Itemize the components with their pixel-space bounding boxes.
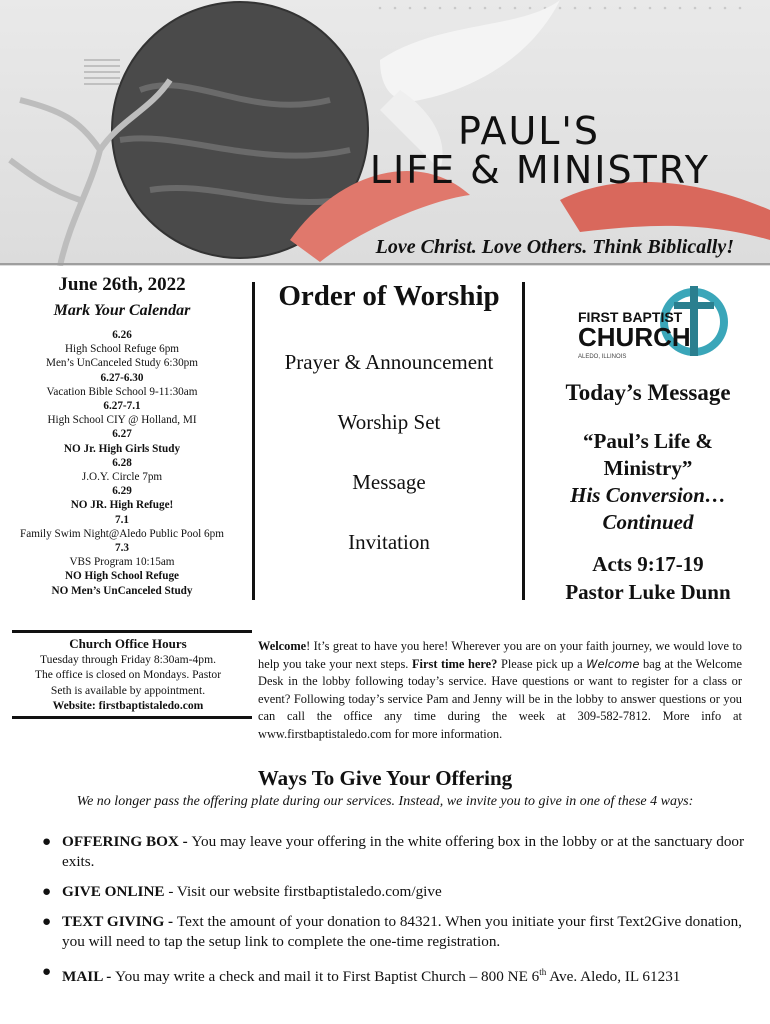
list-item: ● MAIL - You may write a check and mail it to First Baptist Church – 800 NE 6th Ave. Aledo, IL 61231	[42, 963, 681, 986]
sermon-title-line1: “Paul’s Life &	[583, 429, 713, 453]
bulletin-date: June 26th, 2022	[58, 274, 186, 295]
office-hours-heading: Church Office Hours	[69, 636, 187, 651]
list-item: ● OFFERING BOX - You may leave your offering in the white offering box in the lobby or at the sanctuary door exits.	[42, 833, 745, 870]
banner-title	[369, 109, 710, 192]
list-item: ● TEXT GIVING - Text the amount of your donation to 84321. When you initiate your first Text2Give donation, you will need to tap the setup link to complete the one-time registration.	[42, 913, 742, 950]
calendar-line: 6.27-6.30	[100, 371, 144, 384]
office-top-rule	[12, 630, 252, 633]
worship-item: Message	[352, 470, 426, 494]
office-hours-line3: Seth is available by appointment.	[50, 683, 206, 697]
calendar-line: J.O.Y. Circle 7pm	[81, 471, 163, 484]
sermon-subtitle-line1: His Conversion…	[570, 483, 726, 507]
cross-icon	[690, 286, 698, 356]
worship-title: Order of Worship	[278, 280, 500, 312]
calendar-line: 6.27-7.1	[103, 400, 141, 413]
banner-title-line2: LIFE & MINISTRY	[369, 147, 710, 192]
bullet-icon: ●	[42, 883, 52, 900]
calendar-line: Family Swim Night@Aledo Public Pool 6pm	[20, 527, 224, 540]
calendar-line: 7.3	[115, 542, 129, 555]
logo-text-line3: ALEDO, ILLINOIS	[578, 354, 627, 360]
calendar-line: High School Refuge 6pm	[64, 343, 180, 356]
sermon-title	[534, 428, 762, 536]
worship-item: Invitation	[348, 530, 430, 554]
first-time-label: First time here?	[411, 656, 498, 671]
office-hours-line1: Tuesday through Friday 8:30am-4pm.	[39, 653, 217, 667]
list-item: ● GIVE ONLINE - Visit our website firstbaptistaledo.com/give	[42, 883, 442, 900]
scripture-and-pastor	[534, 550, 762, 606]
scripture-reference: Acts 9:17-19	[592, 552, 704, 576]
office-hours	[12, 636, 244, 713]
calendar-list	[0, 328, 244, 598]
calendar-line: NO High School Refuge	[64, 570, 180, 583]
todays-message-heading: Today’s Message	[565, 380, 731, 405]
banner-title-line1: PAUL'S	[457, 109, 600, 153]
logo-text-line1: FIRST BAPTIST	[578, 309, 683, 325]
calendar-line: 6.29	[112, 485, 132, 498]
welcome-lead: Welcome	[258, 639, 307, 653]
church-logo	[574, 280, 746, 370]
calendar-line: NO Jr. High Girls Study	[63, 442, 181, 455]
calendar-line: VBS Program 10:15am	[69, 556, 175, 569]
sermon-title-line2: Ministry”	[603, 456, 693, 480]
divider-right	[522, 282, 525, 600]
calendar-line: 6.26	[112, 329, 132, 341]
calendar-section	[0, 272, 244, 598]
giving-list	[44, 832, 758, 997]
welcome-paragraph: Welcome! It’s great to have you here! Wherever you are on your faith journey, we would love to help you take your next steps. First time here? Please pick up a Welcome bag at the Welcome Desk in the lobby following today’s service. Have questions or want to register for a class or event? Following today’s service Pam and Jenny will be in the lobby to answer questions or you can call the office any time during the week at 309-582-7812. More info at www.firstbaptistaledo.com for more information.	[258, 639, 742, 741]
calendar-line: Men’s UnCanceled Study 6:30pm	[46, 357, 198, 370]
bullet-icon: ●	[42, 833, 52, 850]
calendar-heading: Mark Your Calendar	[53, 302, 191, 319]
ways-to-give-subtitle: We no longer pass the offering plate during our services. Instead, we invite you to give in one of these 4 ways:	[76, 794, 694, 809]
order-of-worship	[258, 280, 520, 554]
calendar-line: 6.28	[112, 456, 132, 469]
calendar-line: 6.27	[112, 428, 132, 441]
sermon-subtitle-line2: Continued	[602, 510, 694, 534]
calendar-line: 7.1	[115, 513, 129, 526]
calendar-line: High School CIY @ Holland, MI	[47, 414, 197, 427]
bullet-icon: ●	[42, 963, 52, 980]
header-banner	[0, 0, 770, 266]
welcome-bag-word: Welcome	[586, 656, 640, 671]
ways-to-give-title: Ways To Give Your Offering	[257, 766, 513, 790]
calendar-line: NO JR. High Refuge!	[70, 499, 174, 512]
calendar-line: Vacation Bible School 9-11:30am	[46, 385, 198, 398]
tagline: Love Christ. Love Others. Think Biblically!	[375, 236, 734, 258]
website-link[interactable]: Website: firstbaptistaledo.com	[52, 698, 204, 712]
calendar-line: NO Men’s UnCanceled Study	[51, 584, 193, 597]
logo-text-line2: CHURCH	[578, 322, 691, 352]
worship-item: Prayer & Announcement	[284, 350, 494, 374]
bullet-icon: ●	[42, 913, 52, 930]
divider-left	[252, 282, 255, 600]
office-hours-line2: The office is closed on Mondays. Pastor	[34, 668, 222, 682]
pastor-name: Pastor Luke Dunn	[565, 580, 731, 604]
worship-item: Worship Set	[337, 410, 441, 434]
office-bottom-rule	[12, 716, 252, 719]
